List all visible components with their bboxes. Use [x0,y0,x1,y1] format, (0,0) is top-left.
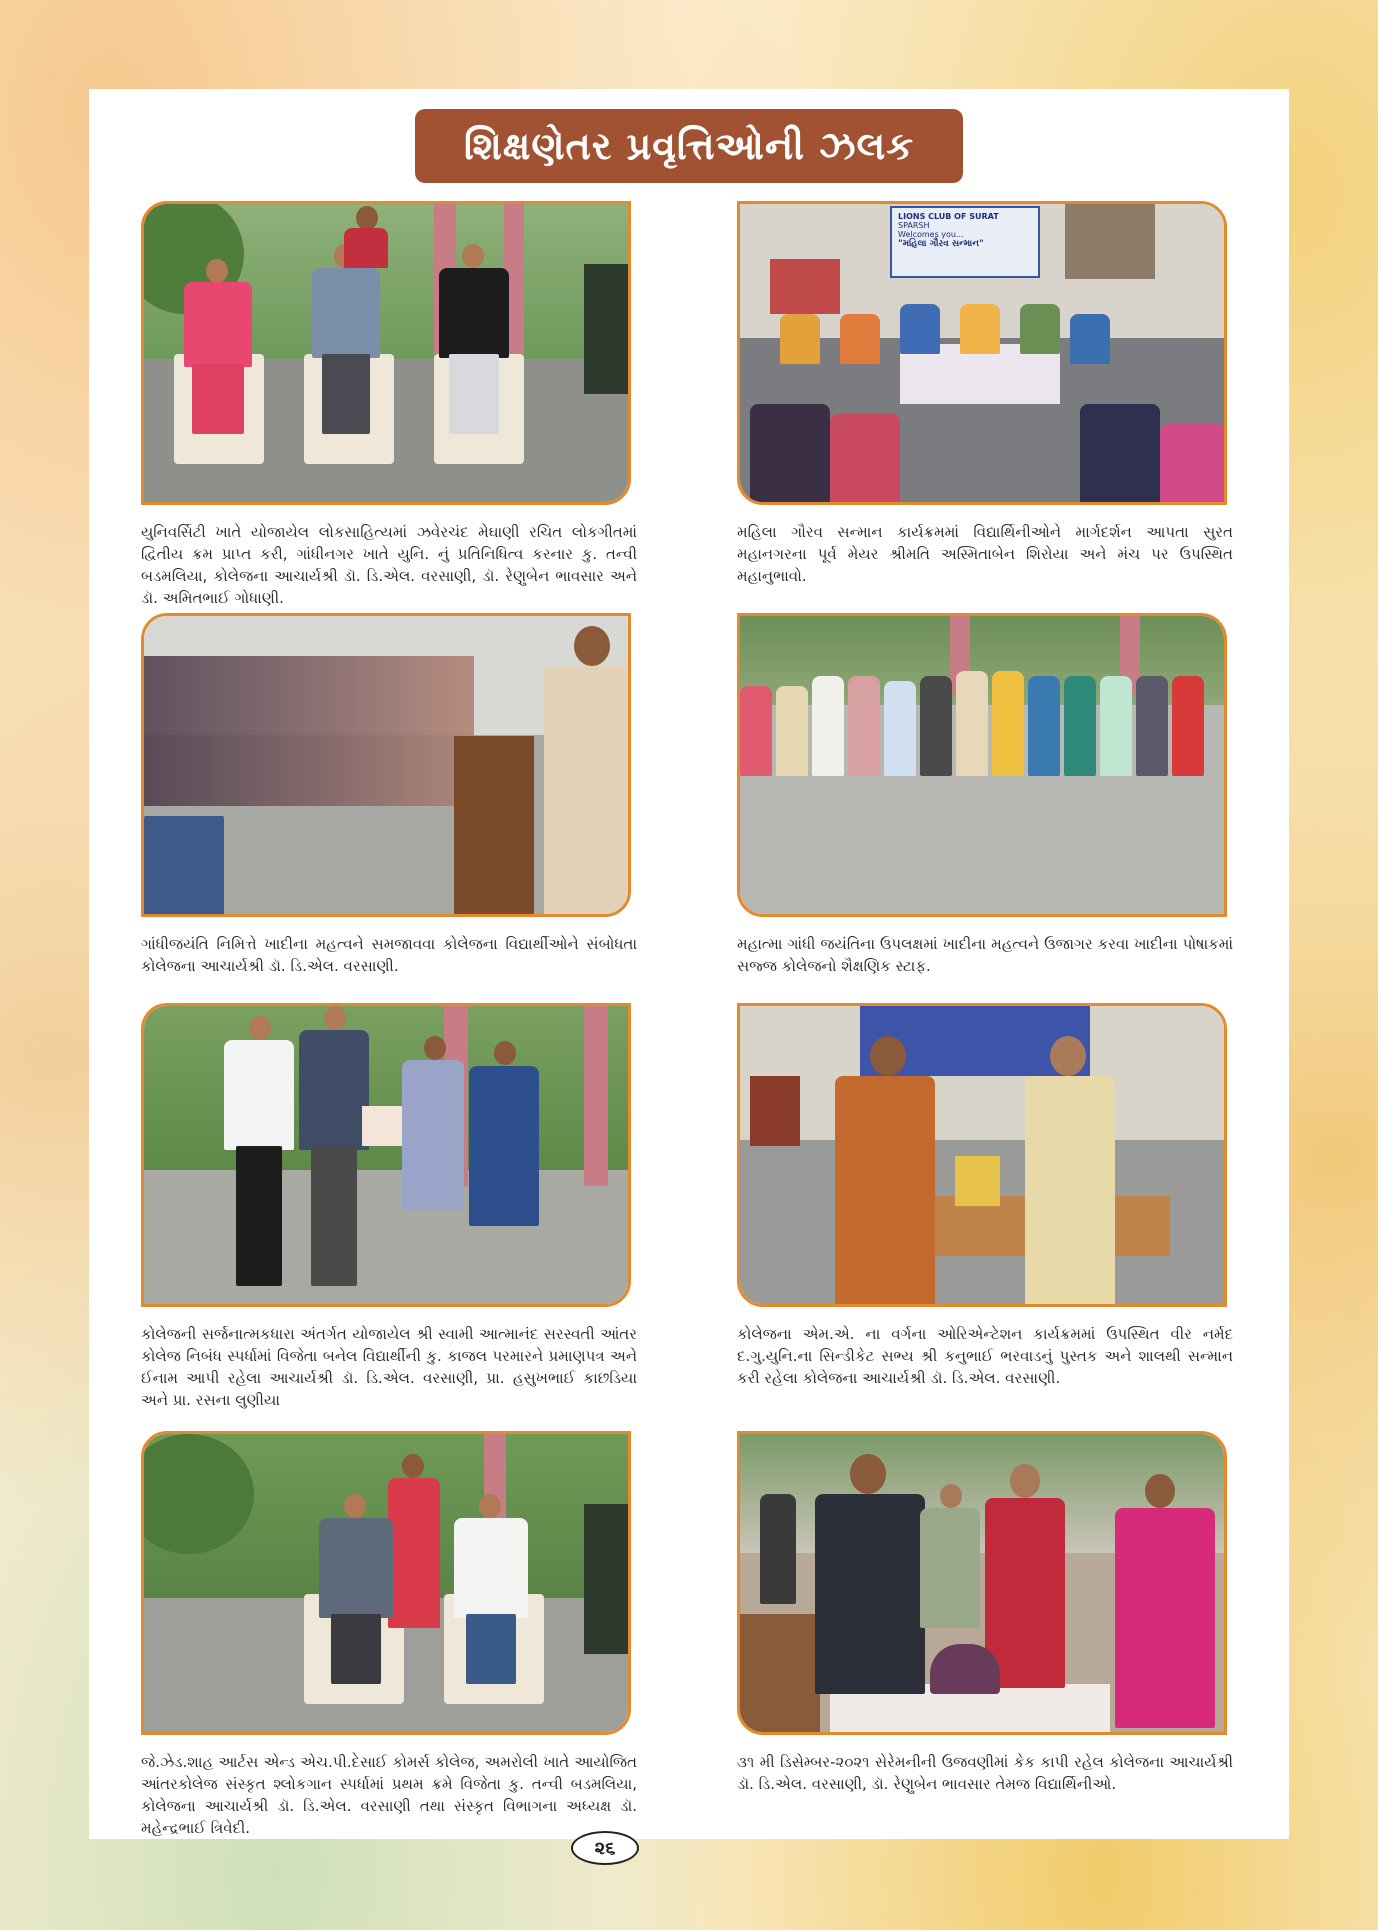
caption-2: મહિલા ગૌરવ સન્માન કાર્યક્રમમાં વિદ્યાર્થિનીઓને માર્ગદર્શન આપતા સુરત મહાનગરના પૂર્વ મેયર શ્રીમતિ અસ્મિતાબેન શિરોયા અને મંચ પર ઉપસ્થિત મહાનુભાવો. [737,523,1233,585]
photo-sanskrit-shlok-winners [141,1431,631,1735]
photo-essay-competition-award [141,1003,631,1307]
page-panel [89,89,1289,1839]
banner-line-2: SPARSH [898,221,930,230]
caption-4: મહાત્મા ગાંધી જયંતિના ઉપલક્ષમાં ખાદીના મહત્વને ઉજાગર કરવા ખાદીના પોષાકમાં સજ્જ કોલેજનો શૈક્ષણિક સ્ટાફ. [737,935,1233,975]
photo-folk-song-winners [141,201,631,505]
caption-1: યુનિવર્સિટી ખાતે યોજાયેલ લોકસાહિત્યમાં ઝવેરચંદ મેઘાણી રચિત લોકગીતમાં દ્વિતીય ક્રમ પ્રાપ્ત કરી, ગાંધીનગર ખાતે યુનિ. નું પ્રતિનિધિત્વ કરનાર કુ. તન્વી બડમલિયા, કોલેજના આચાર્યશ્રી ડૉ. ડિ.એલ. વરસાણી, ડૉ. રેણુબેન ભાવસાર અને ડૉ. અમિતભાઈ ગોધાણી. [141,523,637,607]
page-title: શિક્ષણેતર પ્રવૃત્તિઓની ઝલક [463,123,915,168]
banner-line-3: Welcomes you... [898,230,964,239]
caption-6: કોલેજના એમ.એ. ના વર્ગના ઓરિએન્ટેશન કાર્યક્રમમાં ઉપસ્થિત વીર નર્મદ દ.ગુ.યુનિ.ના સિન્ડીકેટ સભ્ય શ્રી કનુભાઈ ભરવાડનું પુસ્તક અને શાલથી સન્માન કરી રહેલા કોલેજના આચાર્યશ્રી ડૉ. ડિ.એલ. વરસાણી. [737,1325,1233,1387]
caption-7: જે.ઝેડ.શાહ આર્ટસ એન્ડ એચ.પી.દેસાઈ કોમર્સ કોલેજ, અમરોલી ખાતે આયોજિત આંતરકોલેજ સંસ્કૃત શ્લોકગાન સ્પર્ધામાં પ્રથમ ક્રમે વિજેતા કુ. તન્વી બડમલિયા, કોલેજના આચાર્યશ્રી ડૉ. ડિ.એલ. વરસાણી તથા સંસ્કૃત વિભાગના અધ્યક્ષ ડૉ. મહેન્દ્રભાઈ ત્રિવેદી. [141,1753,637,1837]
photo-december-31-cake-cutting [737,1431,1227,1735]
photo-mahila-gaurav-event [737,201,1227,505]
page-title-banner [415,109,963,183]
caption-5: કોલેજની સર્જનાત્મકધારા અંતર્ગત યોજાયેલ શ્રી સ્વામી આત્માનંદ સરસ્વતી આંતર કોલેજ નિબંધ સ્પર્ધામાં વિજેતા બનેલ વિદ્યાર્થીની કુ. કાજલ પરમારને પ્રમાણપત્ર અને ઈનામ આપી રહેલા આચાર્યશ્રી ડૉ. ડિ.એલ. વરસાણી, પ્રા. હસુખભાઈ કાછડિયા અને પ્રા. રસના લુણીયા [141,1325,637,1409]
caption-8: ૩૧ મી ડિસેમ્બર-૨૦૨૧ સેરેમનીની ઉજવણીમાં કેક કાપી રહેલ કોલેજના આચાર્યશ્રી ડૉ. ડિ.એલ. વરસાણી, ડૉ. રેણુબેન ભાવસાર તેમજ વિદ્યાર્થિનીઓ. [737,1753,1233,1793]
banner-line-4: "મહિલા ગૌરવ સન્માન" [898,239,984,249]
page-number: ૨૬ [571,1831,639,1865]
photo-ma-orientation-honour [737,1003,1227,1307]
photo-khadi-staff [737,613,1227,917]
photo-gandhi-jayanti-address [141,613,631,917]
caption-3: ગાંધીજયંતિ નિમિત્તે ખાદીના મહત્વને સમજાવવા કોલેજના વિદ્યાર્થીઓને સંબોધતા કોલેજના આચાર્યશ્રી ડૉ. ડિ.એલ. વરસાણી. [141,935,637,975]
banner-line-1: LIONS CLUB OF SURAT [898,212,999,221]
